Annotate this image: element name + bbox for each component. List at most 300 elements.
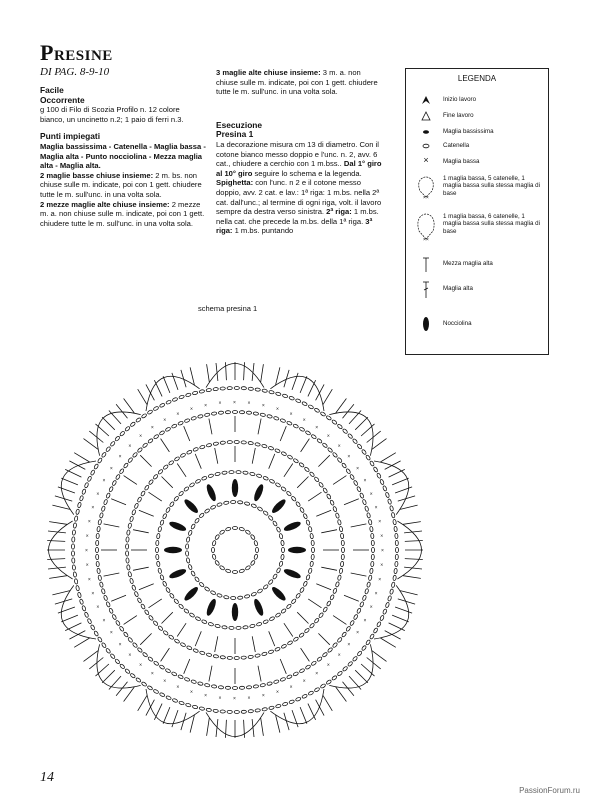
stitch-p1-title: 2 maglie basse chiuse insieme: <box>40 170 154 180</box>
single-crochet-mark: × <box>190 406 193 413</box>
petal-stitch <box>138 389 147 404</box>
double-stitch <box>280 659 286 674</box>
chain-stitch <box>115 474 120 480</box>
chain-stitch <box>72 558 75 563</box>
chain-stitch <box>222 471 228 475</box>
chain-stitch <box>186 537 190 543</box>
petal-stitch <box>323 695 332 710</box>
chain-stitch <box>326 600 331 606</box>
chain-stitch <box>144 485 149 491</box>
chain-stitch <box>282 702 288 706</box>
petal-stitch <box>102 670 115 683</box>
chain-stitch <box>220 441 226 445</box>
chain-stitch <box>166 400 172 405</box>
chain-stitch <box>335 513 340 519</box>
single-crochet-mark: × <box>380 562 384 569</box>
single-crochet-mark: × <box>85 548 88 554</box>
popcorn-stitch <box>288 547 306 553</box>
chain-stitch <box>225 569 231 573</box>
chain-stitch <box>303 581 308 587</box>
chain-stitch <box>272 521 277 527</box>
chain-stitch <box>162 513 167 519</box>
petal-stitch <box>154 380 162 396</box>
chain-stitch <box>159 403 165 408</box>
double-stitch <box>124 616 137 625</box>
single-crochet-mark: × <box>356 465 360 472</box>
double-stitch <box>177 464 186 477</box>
chain-stitch <box>248 655 254 659</box>
double-stitch <box>284 464 293 477</box>
single-crochet-mark: × <box>87 519 91 526</box>
chain-stitch <box>323 488 328 494</box>
needed-label: Occorrente <box>40 94 85 105</box>
chain-stitch <box>227 387 232 390</box>
popcorn-stitch <box>183 585 200 602</box>
chain-stitch <box>361 449 367 455</box>
chain-stitch <box>305 664 311 669</box>
popcorn-stitch <box>252 483 265 502</box>
chain-stitch <box>308 404 314 409</box>
petal-stitch <box>261 718 264 736</box>
chain-stitch <box>346 468 351 474</box>
chain-stitch <box>263 619 269 624</box>
chain-stitch <box>72 565 76 570</box>
chain-stitch <box>204 413 210 417</box>
chain-stitch <box>132 452 138 458</box>
chain-stitch <box>199 513 205 519</box>
chain-stitch <box>183 486 189 492</box>
double-stitch <box>252 636 255 652</box>
chain-stitch <box>96 554 99 559</box>
single-crochet-mark: × <box>233 696 236 702</box>
petal-stitch <box>355 417 368 430</box>
chain-stitch <box>286 674 292 679</box>
chain-stitch <box>179 395 185 400</box>
stitch-p3-text: 3 m. a. non chiuse sulle m. indicate, poi con 1 gett. chiudere tutte le m. sull'unc. in una volta sola. <box>216 68 378 97</box>
chain-stitch <box>326 415 332 420</box>
chain-stitch <box>250 560 255 566</box>
chain-stitch <box>223 595 229 599</box>
chain-stitch <box>103 499 108 505</box>
double-stitch <box>321 530 337 533</box>
chain-stitch <box>191 570 196 576</box>
chain-stitch <box>232 411 237 414</box>
chain-stitch <box>299 427 305 432</box>
chain-stitch <box>309 623 315 629</box>
chain-stitch <box>357 651 363 657</box>
single-crochet-mark: × <box>369 604 373 611</box>
chain-stitch <box>380 479 385 485</box>
double-stitch <box>139 584 154 590</box>
double-stitch <box>162 612 173 623</box>
single-crochet-mark: × <box>218 695 222 702</box>
chain-stitch <box>142 442 148 448</box>
chain-stitch <box>76 585 80 591</box>
petal-stitch <box>47 541 65 542</box>
chain-stitch <box>225 527 231 531</box>
chain-stitch <box>185 551 188 556</box>
chain-stitch <box>273 416 279 420</box>
double-stitch <box>318 455 329 466</box>
petal-stitch <box>367 658 381 669</box>
petal-stitch <box>190 367 194 385</box>
petal-stitch <box>403 522 421 525</box>
presina-label: Presina 1 <box>216 129 254 140</box>
popcorn-stitch <box>252 598 265 617</box>
double-stitch <box>333 476 346 485</box>
chain-stitch <box>99 513 103 519</box>
chain-stitch <box>142 652 148 658</box>
chain-stitch <box>126 565 130 571</box>
chain-stitch <box>137 597 142 603</box>
chain-stitch <box>204 586 210 591</box>
chain-stitch <box>246 411 251 415</box>
chain-stitch <box>148 479 154 485</box>
chain-stitch <box>244 501 250 505</box>
chain-stitch <box>387 595 391 601</box>
chain-stitch <box>169 593 174 599</box>
chain-stitch <box>126 537 129 542</box>
chain-stitch <box>218 411 223 415</box>
double-stitch <box>252 448 255 464</box>
chain-stitch <box>365 455 370 461</box>
chain-stitch <box>302 401 308 406</box>
chain-stitch <box>131 585 136 591</box>
chain-stitch <box>352 438 358 444</box>
chain-stitch <box>140 603 145 609</box>
chain-stitch <box>223 501 229 505</box>
chain-stitch <box>105 648 111 654</box>
chain-stitch <box>96 561 100 566</box>
chain-stitch <box>119 626 124 632</box>
chain-stitch <box>206 443 212 447</box>
chain-stitch <box>395 540 398 545</box>
chain-stitch <box>267 414 273 418</box>
petal-scallop <box>374 585 409 639</box>
legend-label: 1 maglia bassa, 5 catenelle, 1 maglia bassa sulla stessa maglia di base <box>443 175 540 197</box>
single-crochet-mark: × <box>315 671 319 678</box>
chain-stitch <box>165 427 171 432</box>
double-stitch <box>133 567 149 570</box>
chain-stitch <box>287 454 293 459</box>
chain-stitch <box>255 709 261 713</box>
chain-stitch <box>213 387 219 391</box>
chain-stitch <box>125 426 131 432</box>
single-crochet-mark: × <box>374 591 378 597</box>
chain-stitch <box>234 440 239 443</box>
chain-stitch <box>194 518 200 524</box>
chain-stitch <box>90 624 95 630</box>
chain-stitch <box>206 653 212 657</box>
chain-stitch <box>262 707 268 711</box>
chain-stitch <box>153 474 159 480</box>
chain-stitch <box>318 612 324 618</box>
petal-stitch <box>367 431 381 442</box>
chain-stitch <box>110 653 116 659</box>
chain-stitch <box>395 561 398 566</box>
chain-stitch <box>168 634 174 639</box>
chain-stitch <box>148 438 154 444</box>
petal-stitch <box>58 487 75 493</box>
chain-stitch <box>229 470 234 473</box>
chain-stitch <box>245 529 251 534</box>
chain-stitch <box>330 594 335 600</box>
chain-stitch <box>269 479 275 484</box>
chain-stitch <box>241 656 246 659</box>
chain-stitch <box>101 642 106 648</box>
double-stitch <box>301 439 310 452</box>
chain-stitch <box>394 526 398 532</box>
chain-stitch <box>387 499 391 505</box>
single-crochet-mark: × <box>85 562 89 569</box>
single-crochet-mark: × <box>233 400 236 406</box>
chain-stitch <box>331 675 337 681</box>
execution-label: Esecuzione <box>216 119 263 130</box>
single-crochet-mark: × <box>315 424 319 431</box>
chain-stitch <box>96 547 99 552</box>
chain-stitch <box>369 461 374 467</box>
chain-stitch <box>362 499 367 505</box>
chain-stitch <box>286 604 292 610</box>
chain-stitch <box>308 568 312 574</box>
chain-stitch <box>171 671 177 676</box>
popcorn-stitch <box>232 603 238 621</box>
chain-stitch <box>268 515 274 521</box>
petal-stitch <box>392 478 409 485</box>
double-stitch <box>308 492 321 501</box>
chain-stitch <box>127 457 133 463</box>
chain-stitch <box>372 547 375 552</box>
chain-stitch <box>282 394 288 398</box>
petal-stitch <box>124 687 135 702</box>
single-crochet-mark: × <box>347 454 351 461</box>
chain-stitch <box>246 686 251 690</box>
double-stitch <box>133 530 149 533</box>
chain-stitch <box>219 565 225 570</box>
chain-stitch <box>195 479 201 484</box>
chain-stitch <box>286 491 292 497</box>
single-crochet-mark: × <box>139 662 143 669</box>
chain-stitch <box>137 447 143 453</box>
popcorn-stitch <box>270 585 287 602</box>
chain-stitch <box>255 442 261 446</box>
double-stitch <box>316 584 331 590</box>
single-crochet-mark: × <box>380 533 384 540</box>
chain-stitch <box>393 519 397 525</box>
chain-stitch <box>382 485 387 491</box>
petal-stitch <box>52 591 70 595</box>
legend-label: Catenella <box>443 142 470 149</box>
chain-stitch <box>311 554 314 559</box>
petal-stitch <box>380 638 395 647</box>
chain-stitch <box>101 452 106 458</box>
double-stitch <box>161 439 170 452</box>
double-stitch <box>195 454 201 469</box>
single-crochet-mark: × <box>96 604 100 611</box>
difficulty-label: Facile <box>40 85 64 95</box>
single-crochet-mark: × <box>102 478 106 485</box>
petal-stitch <box>69 461 85 470</box>
chain-stitch <box>172 698 178 703</box>
petal-stitch <box>49 522 67 525</box>
chain-stitch <box>279 533 283 539</box>
chain-stitch <box>128 523 132 529</box>
chain-stitch <box>326 679 332 684</box>
chain-stitch <box>304 467 310 473</box>
chain-stitch <box>171 424 177 429</box>
petal-stitch <box>276 367 280 385</box>
chain-stitch <box>295 501 300 507</box>
chain-stitch <box>320 411 326 416</box>
chain-stitch <box>299 668 305 673</box>
chain-stitch <box>256 622 262 626</box>
chain-stitch <box>94 630 99 636</box>
petal-stitch <box>261 364 264 382</box>
chain-stitch <box>126 551 129 556</box>
chain-stitch <box>87 618 92 624</box>
petal-stitch <box>372 439 387 450</box>
chain-stitch <box>101 588 105 594</box>
chain-stitch <box>353 480 358 486</box>
chain-stitch <box>101 506 105 512</box>
chain-stitch <box>382 609 387 615</box>
double-stitch <box>351 573 367 576</box>
chain-stitch <box>281 451 287 456</box>
chain-stitch <box>96 533 100 538</box>
petal-stitch <box>385 631 401 640</box>
chain-stitch <box>210 590 216 595</box>
petal-stitch <box>84 651 99 662</box>
chain-stitch <box>217 593 223 598</box>
chain-stitch <box>327 447 333 453</box>
legend-label: Maglia bassa <box>443 158 480 165</box>
petal-stitch <box>163 707 170 724</box>
chain-stitch <box>337 671 343 677</box>
single-crochet-mark: × <box>381 548 384 554</box>
single-crochet-mark: × <box>326 433 330 440</box>
chain-stitch <box>275 448 281 453</box>
chain-stitch <box>153 434 159 439</box>
chain-stitch <box>227 710 232 713</box>
chain-stitch <box>119 468 124 474</box>
chain-stitch <box>159 430 165 435</box>
chain-stitch <box>310 561 314 567</box>
chain-stitch <box>349 620 354 626</box>
chain-stitch <box>144 609 149 615</box>
row2-label: 2ª riga: <box>324 207 352 217</box>
chain-stitch <box>213 709 219 713</box>
chain-stitch <box>201 619 207 624</box>
chain-stitch <box>373 627 378 633</box>
chain-stitch <box>261 652 267 656</box>
chain-stitch <box>183 608 189 614</box>
petal-stitch <box>84 439 99 450</box>
legend-label: Inizio lavoro <box>443 96 477 103</box>
double-stitch <box>280 426 286 441</box>
chain-stitch <box>213 442 219 446</box>
single-crochet-mark: × <box>261 402 265 409</box>
chain-stitch <box>97 568 101 574</box>
single-crochet-icon: × <box>423 155 429 165</box>
chain-stitch <box>237 501 242 505</box>
chain-stitch <box>217 502 223 507</box>
chain-stitch <box>308 526 312 532</box>
chain-stitch <box>188 564 193 570</box>
popcorn-stitch <box>270 498 287 515</box>
chain-stitch <box>212 547 215 552</box>
chain-stitch <box>220 387 225 390</box>
chain-stitch <box>141 413 147 418</box>
chain-stitch <box>189 482 195 487</box>
chain-stitch <box>255 654 261 658</box>
chain-stitch <box>184 418 190 423</box>
chain-stitch <box>126 544 129 549</box>
chain-stitch <box>110 441 116 447</box>
page-number: 14 <box>40 770 54 785</box>
chain-stitch <box>291 598 297 604</box>
chain-stitch <box>135 417 141 423</box>
chain-stitch <box>269 706 275 710</box>
single-crochet-mark: × <box>374 505 378 511</box>
single-crochet-mark: × <box>347 641 351 648</box>
chain-stitch <box>295 398 301 403</box>
chain-stitch <box>213 654 219 658</box>
petal-stitch <box>65 623 81 631</box>
chain-stitch <box>369 634 374 640</box>
chain-stitch <box>229 626 234 629</box>
chain-stitch <box>211 412 217 416</box>
petal-stitch <box>146 384 155 400</box>
chain-stitch <box>263 510 269 516</box>
chain-stitch <box>130 421 136 427</box>
chain-stitch <box>362 595 367 601</box>
chain-stitch <box>173 496 179 502</box>
single-crochet-mark: × <box>356 630 360 637</box>
chain-stitch <box>82 489 87 495</box>
chain-stitch <box>147 685 153 690</box>
chain-stitch <box>281 486 287 492</box>
chain-stitch <box>232 527 237 530</box>
chain-stitch <box>311 540 314 545</box>
single-crochet-mark: × <box>85 533 89 540</box>
chain-stitch <box>115 436 121 442</box>
chain-stitch <box>125 668 131 674</box>
chain-stitch <box>275 392 281 396</box>
single-crochet-mark: × <box>150 424 154 431</box>
chain-stitch <box>156 561 160 567</box>
double-stitch <box>209 666 212 682</box>
single-crochet-mark: × <box>91 591 95 597</box>
chain-stitch <box>261 444 267 448</box>
petal-stitch <box>316 700 325 716</box>
chain-stitch <box>389 506 393 512</box>
needed-text: g 100 di Filo di Scozia Profilo n. 12 colore bianco, un uncinetto n.2; 1 paio di ferri n.3. <box>40 105 184 124</box>
stitch-p3-title: 3 maglie alte chiuse insieme: <box>216 68 321 77</box>
chain-stitch <box>123 463 129 469</box>
chain-stitch <box>337 457 343 463</box>
chain-stitch <box>337 575 341 581</box>
chain-stitch <box>180 453 186 458</box>
single-crochet-mark: × <box>337 443 341 450</box>
chain-stitch <box>109 608 114 614</box>
chain-stitch <box>370 568 374 574</box>
single-crochet-mark: × <box>87 576 91 583</box>
chain-stitch <box>112 480 117 486</box>
spighetta-body: con l'unc. n 2 e il cotone messo doppio, avv. 2 cat. e lav.: 1ª riga: 1 m.bs. nella 2ª cat. dall'unc.; al termine di ogni riga, volt. il lavoro sempre da destra verso sinistra. <box>216 178 382 217</box>
double-stitch <box>139 510 154 516</box>
petal-stitch <box>58 607 75 613</box>
stitch-p1-text: 2 m. bs. non chiuse sulle m. indicate, poi con 1 gett. chiudere tutte le m. sull'unc. in una volta sola. <box>40 170 202 199</box>
